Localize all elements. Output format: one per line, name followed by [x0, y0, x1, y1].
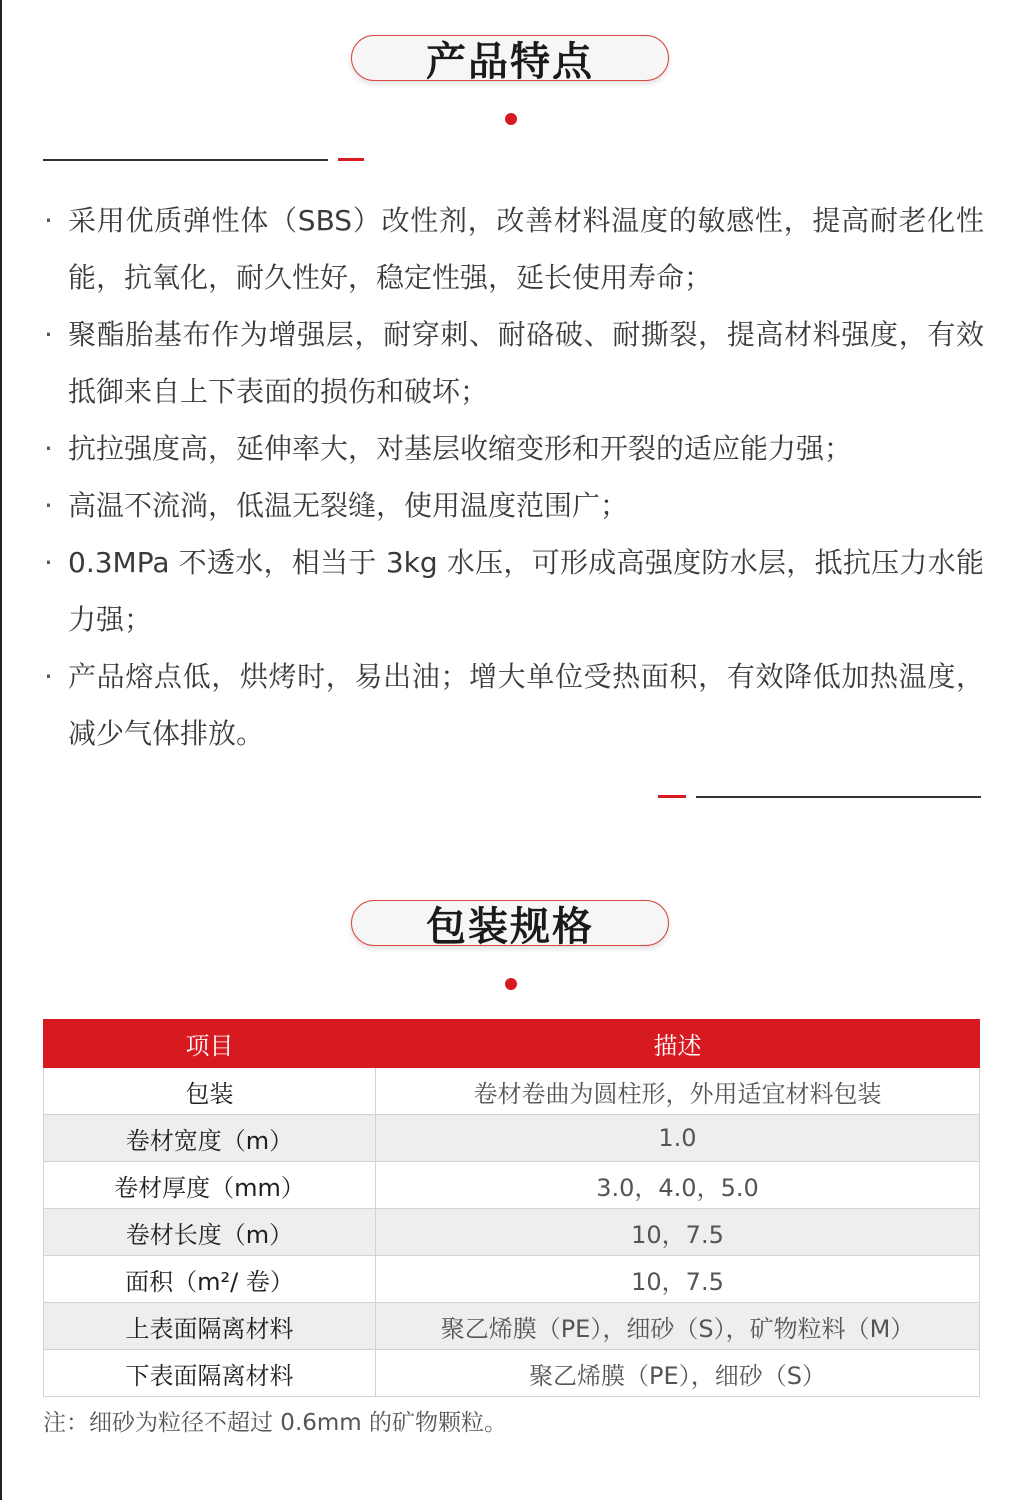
row-label: 下表面隔离材料	[44, 1350, 376, 1397]
row-value: 聚乙烯膜（PE），细砂（S），矿物粒料（M）	[376, 1303, 980, 1350]
table-row	[44, 1068, 980, 1115]
feature-text: 抗拉强度高，延伸率大，对基层收缩变形和开裂的适应能力强；	[68, 432, 853, 465]
feature-item	[44, 192, 984, 306]
column-header-description: 描述	[376, 1020, 980, 1068]
features-end-line	[696, 796, 981, 798]
table-row	[44, 1303, 980, 1350]
feature-item	[44, 534, 984, 648]
bullet-icon: ·	[44, 489, 53, 522]
packaging-title-dot	[505, 978, 517, 990]
row-value: 1.0	[376, 1115, 980, 1162]
feature-item	[44, 648, 984, 762]
table-row	[44, 1162, 980, 1209]
feature-item	[44, 306, 984, 420]
bullet-icon: ·	[44, 660, 53, 693]
table-row	[44, 1350, 980, 1397]
packaging-section-title: 包装规格	[351, 900, 669, 946]
row-value: 10，7.5	[376, 1256, 980, 1303]
features-end-accent	[658, 795, 686, 798]
spec-table	[43, 1019, 980, 1397]
feature-text: 0.3MPa 不透水，相当于 3kg 水压，可形成高强度防水层，抵抗压力水能力强；	[68, 546, 984, 636]
row-value: 卷材卷曲为圆柱形，外用适宜材料包装	[376, 1068, 980, 1115]
feature-text: 产品熔点低，烘烤时，易出油；增大单位受热面积，有效降低加热温度，减少气体排放。	[68, 660, 984, 750]
row-value: 聚乙烯膜（PE），细砂（S）	[376, 1350, 980, 1397]
features-section-title: 产品特点	[351, 35, 669, 81]
bullet-icon: ·	[44, 318, 53, 351]
column-header-item: 项目	[44, 1020, 376, 1068]
table-footnote: 注：细砂为粒径不超过 0.6mm 的矿物颗粒。	[43, 1410, 508, 1436]
table-row	[44, 1209, 980, 1256]
features-list	[44, 192, 984, 762]
table-header-row	[44, 1020, 980, 1068]
bullet-icon: ·	[44, 546, 53, 579]
row-label: 卷材长度（m）	[44, 1209, 376, 1256]
row-value: 3.0，4.0，5.0	[376, 1162, 980, 1209]
left-edge-border	[0, 0, 2, 1500]
features-title-dot	[505, 113, 517, 125]
bullet-icon: ·	[44, 432, 53, 465]
features-divider-accent	[338, 158, 364, 161]
table-row	[44, 1115, 980, 1162]
row-label: 卷材宽度（m）	[44, 1115, 376, 1162]
feature-text: 采用优质弹性体（SBS）改性剂，改善材料温度的敏感性，提高耐老化性能，抗氧化，耐久性好，稳定性强，延长使用寿命；	[68, 204, 984, 294]
table-row	[44, 1256, 980, 1303]
feature-item	[44, 420, 984, 477]
feature-text: 聚酯胎基布作为增强层，耐穿刺、耐硌破、耐撕裂，提高材料强度，有效抵御来自上下表面的损伤和破坏；	[68, 318, 984, 408]
features-divider-line	[43, 159, 328, 161]
feature-item	[44, 477, 984, 534]
row-value: 10，7.5	[376, 1209, 980, 1256]
feature-text: 高温不流淌，低温无裂缝，使用温度范围广；	[68, 489, 629, 522]
row-label: 面积（m²/ 卷）	[44, 1256, 376, 1303]
row-label: 卷材厚度（mm）	[44, 1162, 376, 1209]
bullet-icon: ·	[44, 204, 53, 237]
row-label: 上表面隔离材料	[44, 1303, 376, 1350]
row-label: 包装	[44, 1068, 376, 1115]
